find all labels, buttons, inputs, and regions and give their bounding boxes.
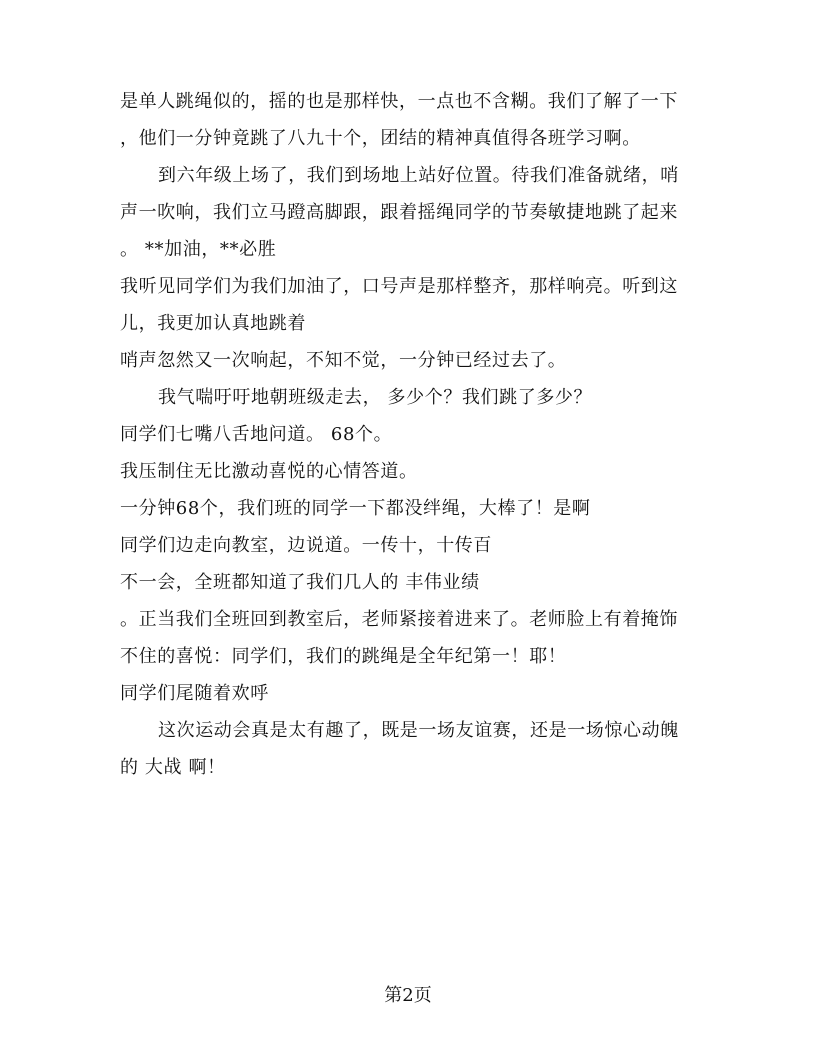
text-line: 儿，我更加认真地跳着 <box>120 313 306 334</box>
text-line: 同学们七嘴八舌地问道。 68个。 <box>120 424 393 445</box>
text-line: 的 大战 啊！ <box>120 757 226 778</box>
text-line: 同学们尾随着欢呼 <box>120 683 269 704</box>
text-line: 是单人跳绳似的，摇的也是那样快，一点也不含糊。我们了解了一下 <box>120 91 678 112</box>
text-line: 我压制住无比激动喜悦的心情答道。 <box>120 461 418 482</box>
paragraph-start-line: 我气喘吁吁地朝班级走去， 多少个？我们跳了多少？ <box>158 387 593 408</box>
text-line: 一分钟68个，我们班的同学一下都没绊绳，大棒了！是啊 <box>120 498 591 519</box>
text-line: 声一吹响，我们立马蹬高脚跟，跟着摇绳同学的节奏敏捷地跳了起来 <box>120 202 678 223</box>
text-line: ，他们一分钟竟跳了八九十个，团结的精神真值得各班学习啊。 <box>120 128 641 149</box>
text-line: 同学们边走向教室，边说道。一传十，十传百 <box>120 535 492 556</box>
text-line: 。正当我们全班回到教室后，老师紧接着进来了。老师脸上有着掩饰 <box>120 609 678 630</box>
page-number: 第2页 <box>384 985 432 1006</box>
document-body <box>120 92 680 795</box>
paragraph-start-line: 到六年级上场了，我们到场地上站好位置。待我们准备就绪，哨 <box>158 165 679 186</box>
text-line: 。 **加油，**必胜 <box>120 239 277 260</box>
text-line: 不一会，全班都知道了我们几人的 丰伟业绩 <box>120 572 480 593</box>
text-line: 我听见同学们为我们加油了，口号声是那样整齐，那样响亮。听到这 <box>120 276 678 297</box>
paragraph-start-line: 这次运动会真是太有趣了，既是一场友谊赛，还是一场惊心动魄 <box>158 720 679 741</box>
text-line: 哨声忽然又一次响起，不知不觉，一分钟已经过去了。 <box>120 350 567 371</box>
text-line: 不住的喜悦：同学们，我们的跳绳是全年纪第一！耶！ <box>120 646 567 667</box>
